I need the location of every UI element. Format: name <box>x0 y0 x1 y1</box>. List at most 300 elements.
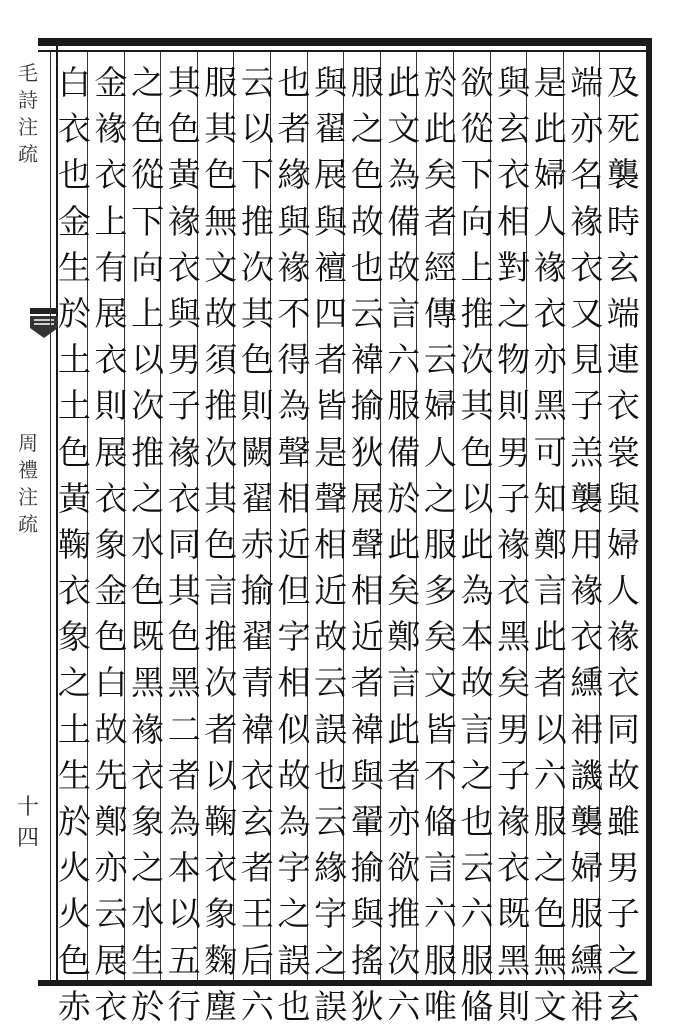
text-char: 衣 <box>570 617 604 657</box>
text-char: 於 <box>387 478 421 518</box>
text-char: 玄 <box>240 802 274 841</box>
text-char: 與 <box>606 478 640 518</box>
text-char: 下 <box>460 155 494 195</box>
text-char: 近 <box>277 524 311 564</box>
text-char: 以 <box>240 109 274 149</box>
text-char: 從 <box>460 109 494 149</box>
text-char: 六 <box>460 894 494 934</box>
text-char: 之 <box>533 848 567 888</box>
text-char: 色 <box>240 340 274 380</box>
text-char: 搖 <box>350 940 384 980</box>
text-char: 五 <box>167 940 201 980</box>
text-char: 者 <box>167 755 201 795</box>
text-char: 麴 <box>204 940 238 980</box>
text-char: 黃 <box>57 478 91 518</box>
text-char: 無 <box>204 201 238 241</box>
text-char: 經 <box>423 247 457 287</box>
text-char: 次 <box>460 340 494 380</box>
margin-char: 毛 <box>18 61 38 85</box>
text-char: 也 <box>460 802 494 841</box>
text-char: 象 <box>94 524 128 564</box>
text-char: 褖 <box>497 524 531 564</box>
text-char: 白 <box>57 63 91 102</box>
text-char: 云 <box>350 293 384 333</box>
text-char: 婦 <box>570 848 604 888</box>
text-char: 者 <box>240 848 274 888</box>
text-char: 之 <box>57 663 91 703</box>
text-char: 之 <box>423 478 457 518</box>
text-char: 塵 <box>204 986 238 1026</box>
text-char: 皆 <box>423 709 457 749</box>
text-char: 展 <box>94 293 128 333</box>
text-char: 言 <box>423 848 457 888</box>
text-char: 於 <box>57 802 91 841</box>
text-char: 者 <box>277 109 311 149</box>
margin-char: 禮 <box>18 458 38 482</box>
text-char: 誤 <box>314 709 348 749</box>
text-char: 此 <box>387 709 421 749</box>
text-char: 人 <box>423 432 457 472</box>
text-char: 衻 <box>570 709 604 749</box>
text-char: 與 <box>350 755 384 795</box>
text-char: 見 <box>570 340 604 380</box>
text-char: 金 <box>57 201 91 241</box>
text-char: 之 <box>131 478 165 518</box>
text-char: 衣 <box>606 386 640 426</box>
text-char: 之 <box>460 755 494 795</box>
text-char: 色 <box>460 432 494 472</box>
text-char: 襲 <box>606 155 640 195</box>
text-char: 故 <box>94 709 128 749</box>
text-char: 似 <box>277 709 311 749</box>
text-char: 衣 <box>497 155 531 195</box>
text-char: 六 <box>387 340 421 380</box>
text-char: 鞠 <box>57 524 91 564</box>
text-char: 知 <box>533 478 567 518</box>
text-char: 服 <box>570 894 604 934</box>
text-char: 同 <box>167 524 201 564</box>
text-char: 故 <box>277 755 311 795</box>
text-char: 此 <box>387 524 421 564</box>
text-char: 衣 <box>533 293 567 333</box>
text-char: 相 <box>314 524 348 564</box>
text-char: 色 <box>350 155 384 195</box>
text-char: 褖 <box>94 109 128 149</box>
text-char: 言 <box>533 571 567 611</box>
text-char: 服 <box>460 940 494 980</box>
text-char: 襢 <box>314 247 348 287</box>
text-char: 向 <box>131 247 165 287</box>
text-char: 云 <box>423 340 457 380</box>
text-char: 但 <box>277 571 311 611</box>
text-char: 及 <box>606 63 640 102</box>
text-char: 推 <box>204 617 238 657</box>
text-char: 於 <box>423 63 457 102</box>
page-number: 十四 <box>16 795 39 851</box>
text-char: 時 <box>606 201 640 241</box>
column-divider <box>50 52 51 980</box>
text-char: 展 <box>314 155 348 195</box>
text-char: 衣 <box>570 247 604 287</box>
text-char: 翟 <box>240 478 274 518</box>
text-char: 褖 <box>533 247 567 287</box>
text-char: 纁 <box>570 663 604 703</box>
text-char: 火 <box>57 848 91 888</box>
text-char: 云 <box>314 802 348 841</box>
margin-char: 注 <box>18 485 38 509</box>
text-char: 是 <box>533 63 567 102</box>
text-char: 也 <box>277 63 311 102</box>
text-char: 亦 <box>94 848 128 888</box>
text-char: 死 <box>606 109 640 149</box>
text-char: 言 <box>460 709 494 749</box>
text-char: 為 <box>277 386 311 426</box>
text-char: 此 <box>423 109 457 149</box>
margin-char: 詩 <box>18 88 38 112</box>
text-char: 言 <box>387 293 421 333</box>
text-char: 之 <box>314 940 348 980</box>
text-char: 次 <box>387 940 421 980</box>
text-char: 上 <box>460 247 494 287</box>
text-char: 后 <box>240 940 274 980</box>
text-char: 黑 <box>167 663 201 703</box>
text-char: 云 <box>460 848 494 888</box>
text-char: 衣 <box>94 155 128 195</box>
text-char: 土 <box>57 340 91 380</box>
text-char: 故 <box>387 247 421 287</box>
text-char: 者 <box>387 755 421 795</box>
text-char: 色 <box>57 432 91 472</box>
text-char: 字 <box>277 848 311 888</box>
text-char: 衣 <box>94 340 128 380</box>
text-char: 之 <box>131 848 165 888</box>
text-char: 赤 <box>240 524 274 564</box>
text-char: 亦 <box>570 109 604 149</box>
text-char: 用 <box>570 524 604 564</box>
text-char: 上 <box>131 293 165 333</box>
text-char: 展 <box>350 478 384 518</box>
text-char: 者 <box>533 663 567 703</box>
text-char: 云 <box>94 894 128 934</box>
text-char: 與 <box>167 293 201 333</box>
text-char: 金 <box>94 63 128 102</box>
text-char: 展 <box>94 940 128 980</box>
text-char: 雖 <box>606 802 640 841</box>
text-char: 本 <box>167 848 201 888</box>
text-char: 矣 <box>497 663 531 703</box>
text-char: 色 <box>204 155 238 195</box>
text-char: 子 <box>167 386 201 426</box>
text-char: 之 <box>350 109 384 149</box>
text-char: 物 <box>497 340 531 380</box>
text-char: 從 <box>131 155 165 195</box>
text-char: 故 <box>314 617 348 657</box>
text-char: 其 <box>240 293 274 333</box>
text-char: 又 <box>570 293 604 333</box>
text-char: 多 <box>423 571 457 611</box>
text-char: 之 <box>606 940 640 980</box>
text-char: 此 <box>533 109 567 149</box>
text-char: 唯 <box>423 986 457 1026</box>
text-char: 翟 <box>314 109 348 149</box>
text-char: 是 <box>314 432 348 472</box>
text-char: 推 <box>131 432 165 472</box>
text-char: 上 <box>94 201 128 241</box>
text-char: 推 <box>387 894 421 934</box>
text-char: 先 <box>94 755 128 795</box>
text-char: 男 <box>497 432 531 472</box>
text-char: 衣 <box>497 571 531 611</box>
text-char: 既 <box>497 894 531 934</box>
text-char: 黃 <box>167 155 201 195</box>
text-char: 推 <box>240 201 274 241</box>
text-char: 無 <box>533 940 567 980</box>
text-char: 色 <box>131 109 165 149</box>
text-char: 也 <box>277 986 311 1026</box>
text-char: 翬 <box>350 802 384 841</box>
text-char: 得 <box>277 340 311 380</box>
text-char: 不 <box>423 755 457 795</box>
text-char: 色 <box>204 524 238 564</box>
text-char: 字 <box>314 894 348 934</box>
text-char: 文 <box>423 663 457 703</box>
text-char: 可 <box>533 432 567 472</box>
text-char: 言 <box>204 571 238 611</box>
text-char: 四 <box>314 293 348 333</box>
text-char: 相 <box>277 663 311 703</box>
text-char: 六 <box>423 894 457 934</box>
text-char: 為 <box>167 802 201 841</box>
text-char: 傳 <box>423 293 457 333</box>
text-char: 次 <box>204 663 238 703</box>
margin-char: 周 <box>18 431 38 455</box>
text-char: 次 <box>131 386 165 426</box>
text-char: 生 <box>57 247 91 287</box>
text-char: 褖 <box>570 201 604 241</box>
text-char: 衣 <box>131 755 165 795</box>
text-char: 次 <box>204 432 238 472</box>
text-char: 以 <box>167 894 201 934</box>
text-char: 則 <box>497 986 531 1026</box>
text-char: 子 <box>606 894 640 934</box>
text-char: 緣 <box>277 155 311 195</box>
text-char: 文 <box>204 247 238 287</box>
text-char: 玄 <box>606 986 640 1026</box>
text-char: 欲 <box>460 63 494 102</box>
text-char: 本 <box>460 617 494 657</box>
text-char: 之 <box>131 63 165 102</box>
text-char: 六 <box>533 755 567 795</box>
text-char: 云 <box>314 663 348 703</box>
text-char: 其 <box>204 478 238 518</box>
text-char: 人 <box>533 201 567 241</box>
text-char: 羔 <box>570 432 604 472</box>
text-char: 下 <box>240 155 274 195</box>
text-char: 也 <box>350 247 384 287</box>
text-char: 六 <box>387 986 421 1026</box>
text-char: 子 <box>570 386 604 426</box>
text-char: 水 <box>131 524 165 564</box>
text-char: 狄 <box>350 986 384 1026</box>
text-char: 玄 <box>606 247 640 287</box>
text-char: 行 <box>167 986 201 1026</box>
text-char: 婦 <box>606 524 640 564</box>
text-char: 誤 <box>314 986 348 1026</box>
text-char: 備 <box>387 201 421 241</box>
text-char: 亦 <box>387 802 421 841</box>
text-char: 鄭 <box>94 802 128 841</box>
text-char: 褖 <box>167 432 201 472</box>
text-char: 備 <box>387 432 421 472</box>
text-char: 也 <box>57 155 91 195</box>
text-char: 者 <box>350 663 384 703</box>
text-char: 衻 <box>570 986 604 1026</box>
text-char: 亦 <box>533 340 567 380</box>
text-char: 矣 <box>423 155 457 195</box>
text-char: 於 <box>131 986 165 1026</box>
text-char: 服 <box>423 940 457 980</box>
text-char: 既 <box>131 617 165 657</box>
text-char: 推 <box>460 293 494 333</box>
text-char: 與 <box>350 894 384 934</box>
text-char: 則 <box>240 386 274 426</box>
text-char: 襲 <box>570 802 604 841</box>
text-char: 褖 <box>570 571 604 611</box>
text-char: 服 <box>350 63 384 102</box>
text-char: 土 <box>57 386 91 426</box>
text-char: 近 <box>350 617 384 657</box>
text-char: 緣 <box>314 848 348 888</box>
text-char: 聲 <box>277 432 311 472</box>
text-char: 色 <box>57 940 91 980</box>
text-char: 赤 <box>57 986 91 1026</box>
text-char: 服 <box>423 524 457 564</box>
text-char: 展 <box>94 432 128 472</box>
text-char: 子 <box>497 478 531 518</box>
text-char: 白 <box>94 663 128 703</box>
text-char: 字 <box>277 617 311 657</box>
text-char: 鞠 <box>204 802 238 841</box>
text-char: 與 <box>314 63 348 102</box>
text-char: 男 <box>606 848 640 888</box>
text-char: 其 <box>460 386 494 426</box>
text-char: 揄 <box>240 571 274 611</box>
text-char: 人 <box>606 571 640 611</box>
margin-header <box>14 60 42 168</box>
text-char: 生 <box>131 940 165 980</box>
text-char: 矣 <box>387 571 421 611</box>
text-char: 聲 <box>350 524 384 564</box>
text-char: 端 <box>570 63 604 102</box>
text-char: 六 <box>240 986 274 1026</box>
text-char: 端 <box>606 293 640 333</box>
text-char: 衣 <box>57 109 91 149</box>
text-char: 黑 <box>497 940 531 980</box>
text-char: 之 <box>497 293 531 333</box>
text-char: 裳 <box>606 432 640 472</box>
margin-char: 疏 <box>18 512 38 536</box>
text-char: 色 <box>94 617 128 657</box>
text-char: 闕 <box>240 432 274 472</box>
text-char: 此 <box>387 63 421 102</box>
text-char: 纁 <box>570 940 604 980</box>
text-char: 相 <box>497 201 531 241</box>
text-char: 推 <box>204 386 238 426</box>
text-char: 褘 <box>350 340 384 380</box>
text-char: 欲 <box>387 848 421 888</box>
text-char: 象 <box>131 802 165 841</box>
text-char: 以 <box>204 755 238 795</box>
text-char: 衣 <box>167 478 201 518</box>
text-char: 以 <box>533 709 567 749</box>
margin-char: 注 <box>18 115 38 139</box>
text-char: 故 <box>350 201 384 241</box>
text-char: 也 <box>314 755 348 795</box>
text-char: 翟 <box>240 617 274 657</box>
text-char: 則 <box>497 386 531 426</box>
text-char: 云 <box>240 63 274 102</box>
text-char: 火 <box>57 894 91 934</box>
text-char: 玄 <box>497 109 531 149</box>
text-char: 鄭 <box>387 617 421 657</box>
text-char: 文 <box>387 109 421 149</box>
text-char: 故 <box>204 293 238 333</box>
text-char: 為 <box>460 571 494 611</box>
text-char: 褘 <box>240 709 274 749</box>
text-char: 褖 <box>131 709 165 749</box>
text-char: 近 <box>314 571 348 611</box>
text-char: 者 <box>423 201 457 241</box>
text-char: 其 <box>204 109 238 149</box>
text-char: 褖 <box>277 247 311 287</box>
text-char: 土 <box>57 709 91 749</box>
text-char: 誤 <box>277 940 311 980</box>
text-char: 名 <box>570 155 604 195</box>
text-char: 王 <box>240 894 274 934</box>
text-char: 色 <box>131 571 165 611</box>
text-char: 向 <box>460 201 494 241</box>
text-char: 下 <box>131 201 165 241</box>
text-char: 文 <box>533 986 567 1026</box>
text-char: 相 <box>350 571 384 611</box>
text-char: 色 <box>533 894 567 934</box>
text-char: 生 <box>57 755 91 795</box>
text-char: 次 <box>240 247 274 287</box>
text-char: 揄 <box>350 386 384 426</box>
text-char: 象 <box>57 617 91 657</box>
text-char: 皆 <box>314 386 348 426</box>
text-char: 矣 <box>423 617 457 657</box>
text-char: 則 <box>94 386 128 426</box>
text-char: 黑 <box>131 663 165 703</box>
text-char: 黑 <box>533 386 567 426</box>
text-char: 色 <box>167 617 201 657</box>
text-char: 褘 <box>350 709 384 749</box>
text-char: 於 <box>57 293 91 333</box>
top-border <box>38 38 650 46</box>
text-char: 衣 <box>167 247 201 287</box>
text-char: 有 <box>94 247 128 287</box>
text-char: 服 <box>533 802 567 841</box>
text-char: 者 <box>204 709 238 749</box>
text-char: 故 <box>606 755 640 795</box>
text-char: 黑 <box>497 617 531 657</box>
text-char: 象 <box>204 894 238 934</box>
text-char: 以 <box>131 340 165 380</box>
text-char: 此 <box>460 524 494 564</box>
text-char: 聲 <box>314 478 348 518</box>
text-char: 金 <box>94 571 128 611</box>
